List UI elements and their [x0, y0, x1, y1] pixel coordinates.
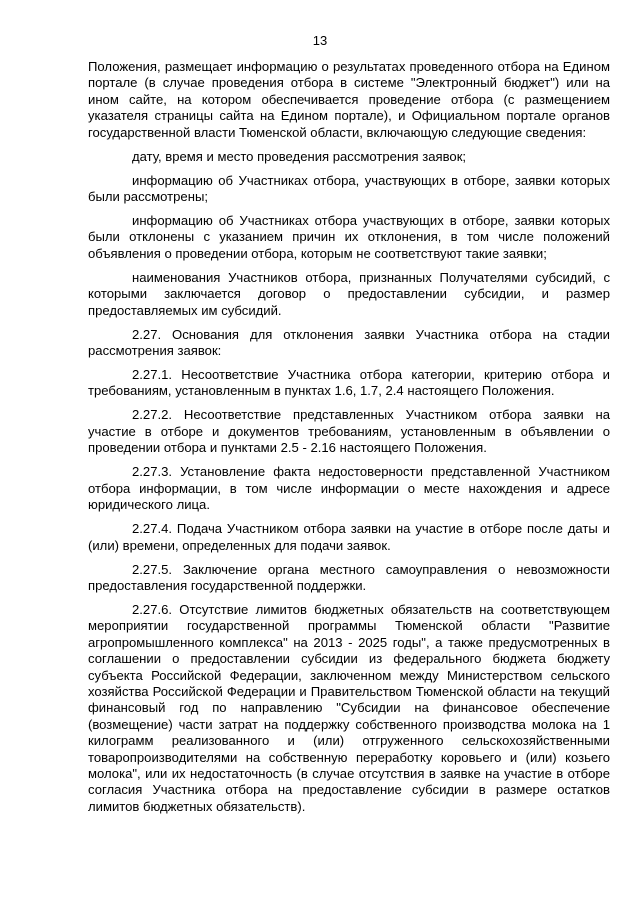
- clause-2-27-1: 2.27.1. Несоответствие Участника отбора категории, критерию отбора и требованиям, установленным в пунктах 1.6, 1.7, 2.4 настоящего Положения.: [88, 367, 610, 399]
- paragraph-participants-rejected: информацию об Участниках отбора участвующих в отборе, заявки которых были отклонены с указанием причин их отклонения, в том числе положений объявления о проведении отбора, которым не соответствуют такие заявки;: [88, 213, 610, 261]
- document-body: [88, 59, 610, 823]
- page-number: 13: [312, 33, 328, 48]
- clause-2-27: 2.27. Основания для отклонения заявки Участника отбора на стадии рассмотрения заявок:: [88, 326, 610, 359]
- clause-2-27-2: 2.27.2. Несоответствие представленных Участником отбора заявки на участие в отборе и документов требованиям, установленным в объявлении о проведении отбора и пунктами 2.5 - 2.16 настоящего Положения.: [88, 407, 610, 456]
- clause-2-27-4: 2.27.4. Подача Участником отбора заявки на участие в отборе после даты и (или) времени, определенных для подачи заявок.: [88, 521, 610, 553]
- clause-2-27-3: 2.27.3. Установление факта недостоверности представленной Участником отбора информации, в том числе информации о месте нахождения и адресе юридического лица.: [88, 464, 610, 513]
- clause-2-27-5: 2.27.5. Заключение органа местного самоуправления о невозможности предоставления государственной поддержки.: [88, 561, 610, 593]
- clause-2-27-6: 2.27.6. Отсутствие лимитов бюджетных обязательств на соответствующем мероприятии государственной программы Тюменской области "Развитие агропромышленного комплекса" на 2013 - 2025 годы", а также предусмотренных в соглашении о предоставлении субсидии из федерального бюджета бюджету субъекта Российской Федерации, заключенном между Министерством сельского хозяйства Российской Федерации и Правительством Тюменской области на текущий финансовый год по направлению "Субсидии на финансовое обеспечение (возмещение) части затрат на поддержку собственного производства молока на 1 килограмм реализованного и (или) отгруженного сельскохозяйственными товаропроизводителями на собственную переработку коровьего и (или) козьего молока", или их недостаточность (в случае отсутствия в заявке на участие в отборе согласия Участника отбора на предоставление субсидии в размере остатков лимитов бюджетных обязательств).: [88, 601, 610, 814]
- paragraph-date-time-place: дату, время и место проведения рассмотрения заявок;: [132, 148, 467, 164]
- paragraph-continuation: Положения, размещает информацию о результатах проведенного отбора на Едином портале (в случае проведения отбора в системе "Электронный бюджет") или на ином сайте, на котором обеспечивается проведение отбора (с размещением указателя страницы сайта на Едином портале), и Официальном портале органов государственной власти Тюменской области, включающую следующие сведения:: [88, 59, 610, 140]
- paragraph-recipients: наименования Участников отбора, признанных Получателями субсидий, с которыми заключается договор о предоставлении субсидии, и размер предоставляемых им субсидий.: [88, 269, 610, 318]
- paragraph-participants-reviewed: информацию об Участниках отбора, участвующих в отборе, заявки которых были рассмотрены;: [88, 172, 610, 205]
